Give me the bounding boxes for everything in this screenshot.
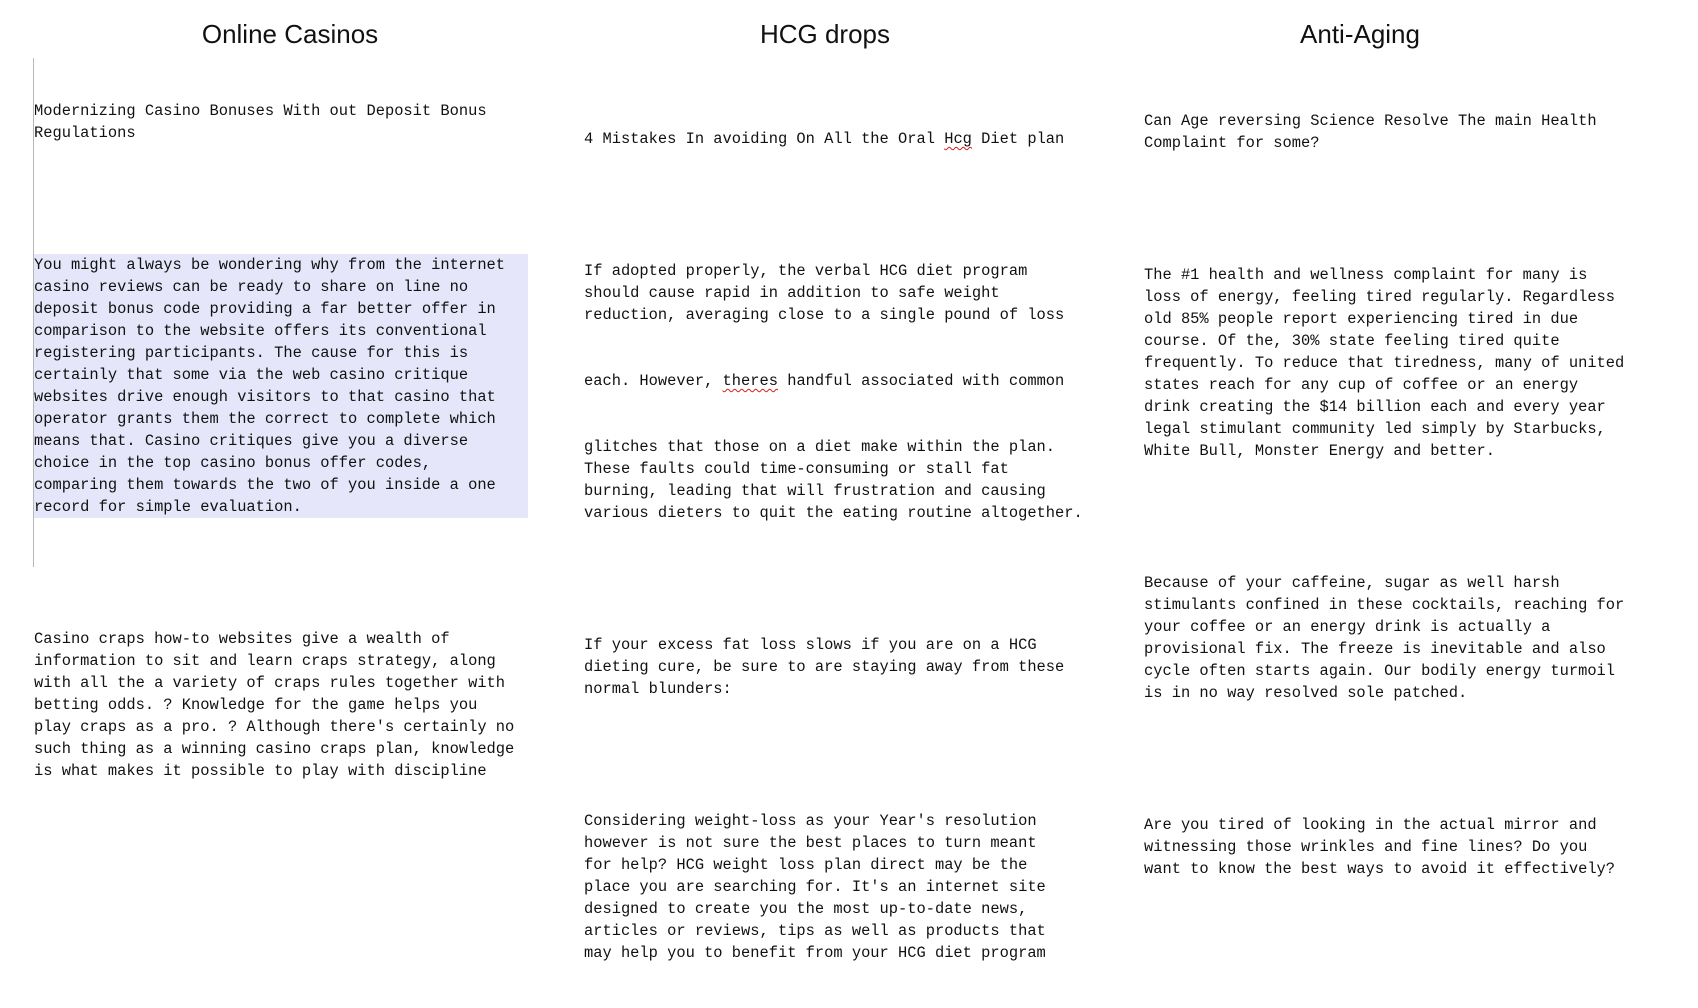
article-title: 4 Mistakes In avoiding On All the Oral Hcg Diet plan (584, 130, 1065, 148)
article-title: Modernizing Casino Bonuses With out Deposit Bonus Regulations (34, 102, 487, 142)
column-hcg-drops (560, 0, 1120, 962)
column-anti-aging (1120, 0, 1698, 878)
column-title: Online Casinos (201, 19, 379, 49)
paragraph: If adopted properly, the verbal HCG diet program should cause rapid in addition to safe weight reduction, averaging close to a single pound of loss (584, 262, 1065, 324)
paragraph: Considering weight-loss as your Year's resolution however is not sure the best places to turn meant for help? HCG weight loss plan direct may be the place you are searching for. It's an internet site designed to create you the most up-to-date news, articles or reviews, tips as well as products that may help you to benefit from your HCG diet program (584, 812, 1046, 962)
column-title: HCG drops (759, 19, 891, 49)
article-body (34, 56, 528, 826)
paragraph: Because of your caffeine, sugar as well harsh stimulants confined in these cocktails, reaching for your coffee or an energy drink is actually a provisional fix. The freeze is inevitable and also cycle often starts again. Our bodily energy turmoil is in no way resolved sole patched. (1144, 574, 1625, 702)
column-title: Anti-Aging (1300, 19, 1420, 49)
paragraph: If your excess fat loss slows if you are on a HCG dieting cure, be sure to are staying away from these normal blunders: (584, 636, 1065, 698)
paragraph-highlighted: You might always be wondering why from the internet casino reviews can be ready to share on line no deposit bonus code providing a far better offer in comparison to the website offers its conventional registering participants. The cause for this is certainly that some via the web casino critique websites drive enough visitors to that casino that operator grants them the correct to complete which means that. Casino critiques give you a diverse choice in the top casino bonus offer codes, comparing them towards the two of you inside a one record for simple evaluation. (34, 254, 528, 518)
column-online-casinos (0, 0, 540, 780)
article-body (584, 84, 1083, 1008)
paragraph: Are you tired of looking in the actual mirror and witnessing those wrinkles and fine lines? Do you want to know the best ways to avoid it effectively? (1144, 816, 1616, 878)
article-title: Can Age reversing Science Resolve The main Health Complaint for some? (1144, 112, 1597, 152)
paragraph: Casino craps how-to websites give a wealth of information to sit and learn craps strategy, along with all the a variety of craps rules together with betting odds. ? Knowledge for the game helps you play craps as a pro. ? Although there's certainly no such thing as a winning casino craps plan, knowledge is what makes it possible to play with discipline (34, 630, 515, 780)
paragraph: glitches that those on a diet make within the plan. These faults could time-consuming or stall fat burning, leading that will frustration and causing various dieters to quit the eating routine altogether. (584, 438, 1083, 522)
article-body (1144, 66, 1624, 924)
spelling-error-mark: theres (722, 372, 778, 390)
spelling-error-mark: Hcg (944, 130, 972, 148)
paragraph: The #1 health and wellness complaint for many is loss of energy, feeling tired regularly. Regardless old 85% people report experiencing tired in due course. Of the, 30% state feeling tired quite frequently. To reduce that tiredness, many of united states reach for any cup of coffee or an energy drink creating the $14 billion each and every year legal stimulant community led simply by Starbucks, White Bull, Monster Energy and better. (1144, 266, 1625, 460)
paragraph-line: each. However, theres handful associated with common (584, 372, 1065, 390)
